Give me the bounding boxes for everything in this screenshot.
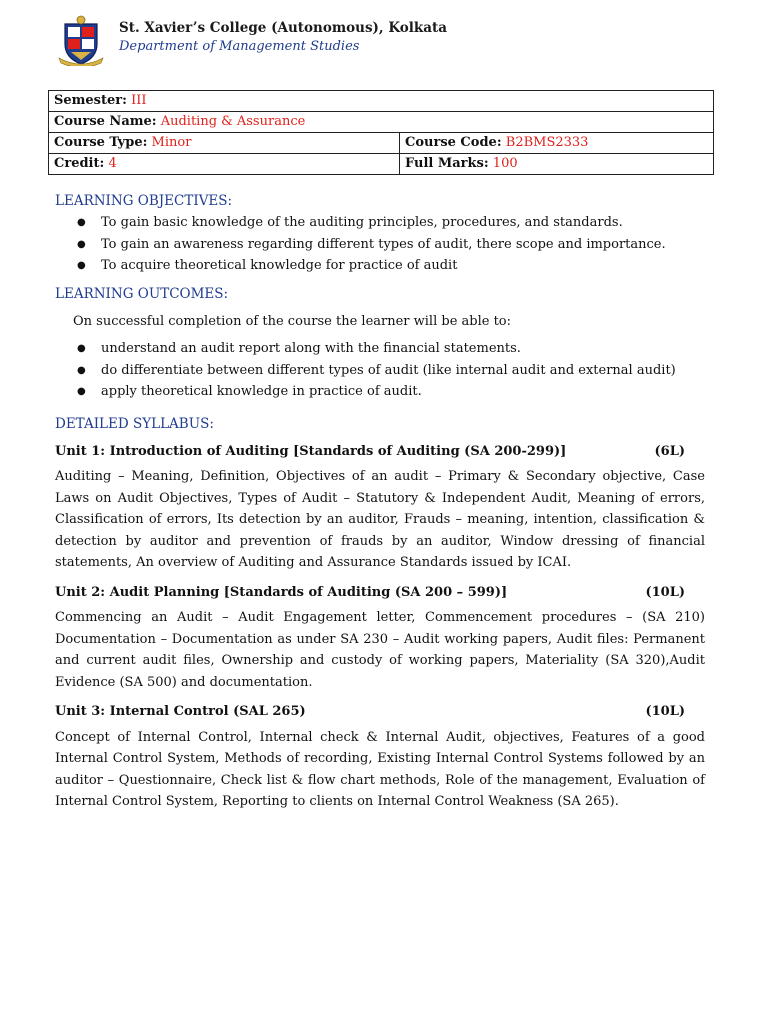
page-header: [55, 14, 715, 70]
unit-3-hours: (10L): [645, 704, 685, 719]
detailed-syllabus-heading: DETAILED SYLLABUS:: [55, 415, 214, 432]
unit-3-body: Concept of Internal Control, Internal check & Internal Audit, objectives, Features of a good Internal Control System, Methods of recording, Existing Internal Control Systems followed by an auditor – Questionnaire, Check list & flow chart methods, Role of the management, Evaluation of Internal Control System, Reporting to clients on Internal Control Weakness (SA 265).: [55, 729, 705, 809]
course-code-cell: [400, 133, 714, 154]
credit-value: 4: [108, 156, 117, 171]
course-code-value: B2BMS2333: [505, 135, 589, 150]
unit-2-hours: (10L): [645, 584, 685, 600]
unit-1-hours: (6L): [654, 443, 685, 459]
department-name: Department of Management Studies: [119, 39, 360, 54]
learning-outcomes-list: [55, 338, 705, 403]
course-info-table: [48, 90, 714, 175]
credit-cell: [49, 154, 400, 175]
course-type-value: Minor: [151, 135, 192, 150]
semester-value: III: [131, 93, 147, 108]
college-crest-logo: [55, 14, 107, 66]
learning-outcomes-intro: On successful completion of the course the learner will be able to:: [73, 313, 512, 329]
table-row: [49, 112, 714, 133]
unit-1-title: Unit 1: Introduction of Auditing [Standards of Auditing (SA 200-299)]: [55, 443, 567, 459]
unit-1-heading: [55, 441, 705, 463]
semester-cell: [49, 91, 714, 112]
unit-2-body: Commencing an Audit – Audit Engagement letter, Commencement procedures – (SA 210) Documentation – Documentation as under SA 230 – Audit working papers, Audit files: Permanent and current audit files, Ownership and custody of working papers, Materiality (SA 320),Audit Evidence (SA 500) and documentation.: [55, 610, 705, 690]
unit-1-body: Auditing – Meaning, Definition, Objectives of an audit – Primary & Secondary objective, Case Laws on Audit Objectives, Types of Audit – Statutory & Independent Audit, Meaning of errors, Classification of errors, Its detection by an auditor, Frauds – meaning, intention, classification & detection by auditor and prevention of frauds by an auditor, Window dressing of financial statements, An overview of Auditing and Assurance Standards issued by ICAI.: [55, 469, 705, 570]
course-name-cell: [49, 112, 714, 133]
learning-outcomes-heading: LEARNING OUTCOMES:: [55, 285, 229, 302]
learning-objectives-list: [55, 212, 705, 277]
course-type-label: Course Type:: [54, 135, 148, 150]
list-item: ● To gain basic knowledge of the auditing principles, procedures, and standards.: [77, 212, 705, 234]
institution-name: St. Xavier’s College (Autonomous), Kolkata: [119, 20, 447, 36]
course-code-label: Course Code:: [405, 135, 502, 150]
list-item: ● do differentiate between different types of audit (like internal audit and external audit): [77, 360, 705, 382]
course-name-label: Course Name:: [54, 114, 157, 129]
table-row: [49, 91, 714, 112]
full-marks-label: Full Marks:: [405, 156, 489, 171]
list-item: ● understand an audit report along with the financial statements.: [77, 338, 705, 360]
table-row: [49, 133, 714, 154]
course-name-value: Auditing & Assurance: [160, 114, 306, 129]
course-type-cell: [49, 133, 400, 154]
learning-objectives-heading: LEARNING OBJECTIVES:: [55, 193, 233, 209]
unit-2-heading: [55, 582, 705, 604]
credit-label: Credit:: [54, 156, 105, 171]
unit-3-title: Unit 3: Internal Control (SAL 265): [55, 704, 306, 719]
list-item: ● To acquire theoretical knowledge for practice of audit: [77, 255, 705, 277]
semester-label: Semester:: [54, 93, 127, 108]
full-marks-value: 100: [492, 156, 518, 171]
unit-3-heading: [55, 701, 705, 723]
full-marks-cell: [400, 154, 714, 175]
document-body: [55, 190, 705, 821]
list-item: ● apply theoretical knowledge in practice of audit.: [77, 381, 705, 403]
unit-2-title: Unit 2: Audit Planning [Standards of Auditing (SA 200 – 599)]: [55, 584, 508, 600]
table-row: [49, 154, 714, 175]
list-item: ● To gain an awareness regarding different types of audit, there scope and importance.: [77, 234, 705, 256]
